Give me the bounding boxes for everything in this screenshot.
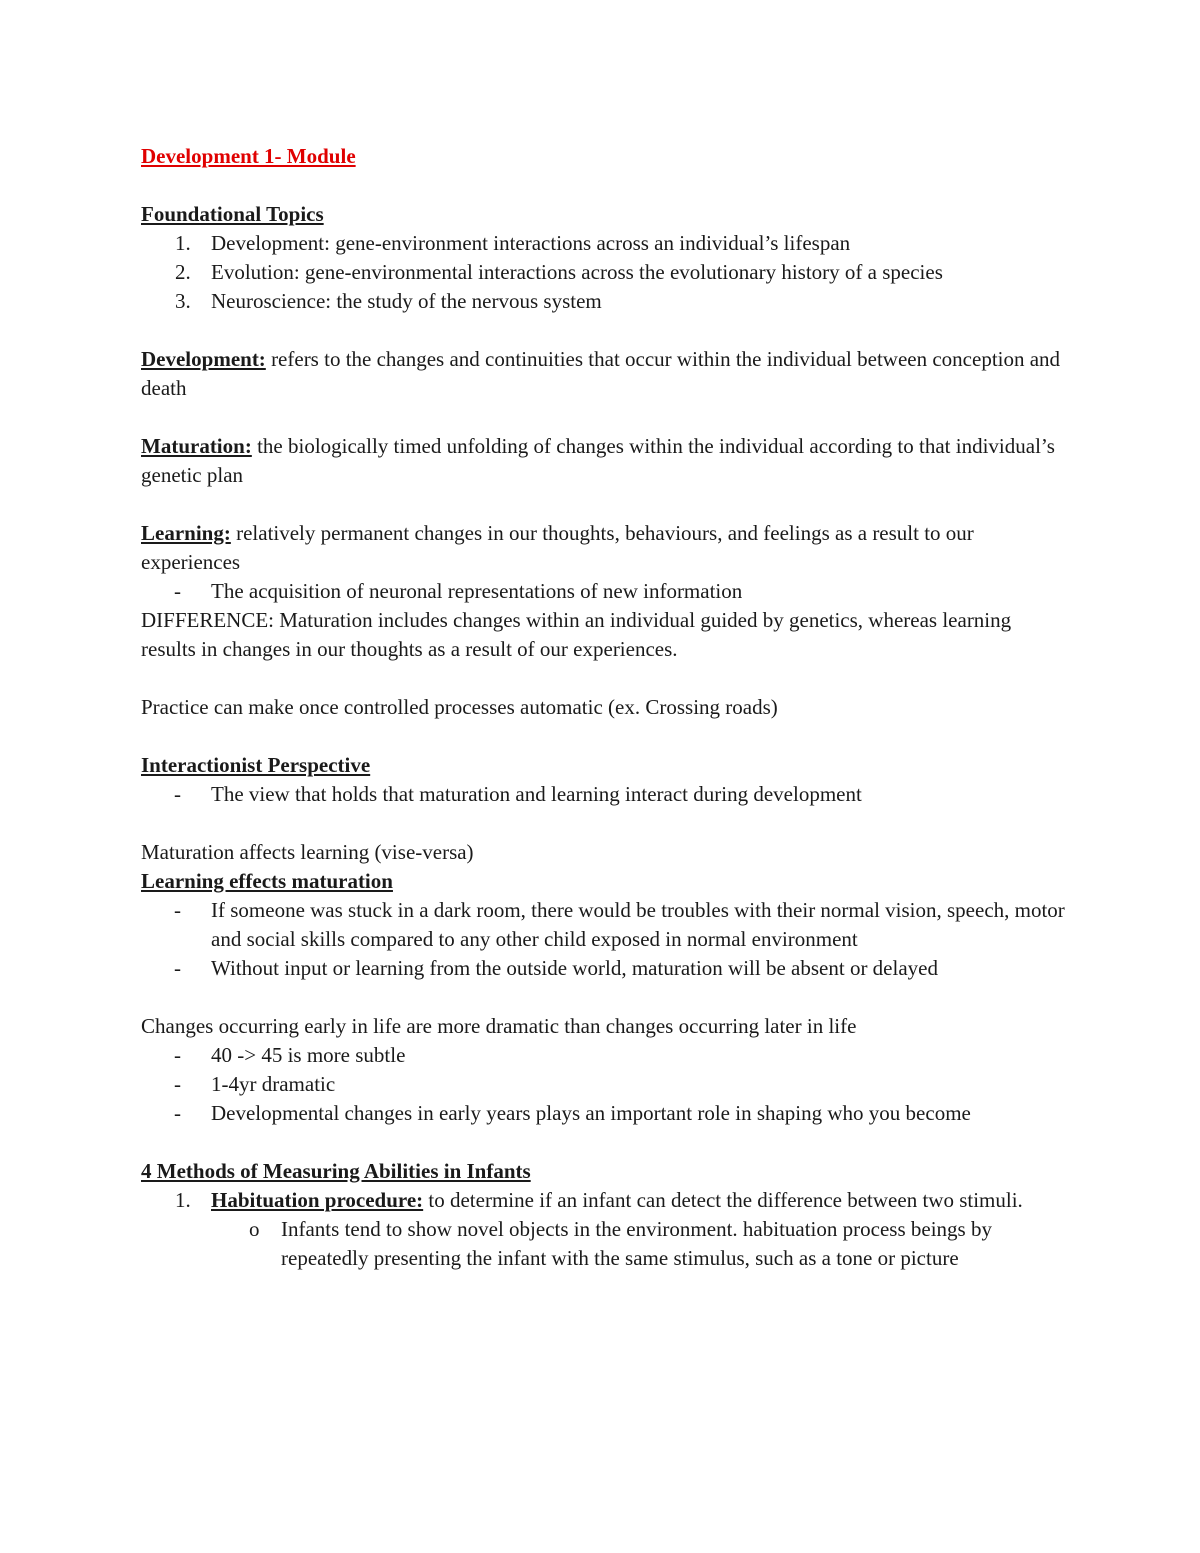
term-habituation: Habituation procedure: xyxy=(211,1188,424,1212)
interactionist-heading: Interactionist Perspective xyxy=(141,753,371,777)
dash-marker: - xyxy=(174,579,181,603)
circle-marker: o xyxy=(249,1217,260,1241)
list-item-text: Evolution: gene-environmental interactions across the evolutionary history of a species xyxy=(211,260,943,284)
dash-marker: - xyxy=(174,1043,181,1067)
definition-text: the biologically timed unfolding of changes within the individual according to that individual’s genetic plan xyxy=(141,434,1055,487)
dash-marker: - xyxy=(174,956,181,980)
list-item-text xyxy=(211,1186,1071,1215)
foundational-heading: Foundational Topics xyxy=(141,202,324,226)
sub-list-item-text: Infants tend to show novel objects in the environment. habituation process beings by repeatedly presenting the infant with the same stimulus, such as a tone or picture xyxy=(281,1217,992,1270)
sub-list-item xyxy=(141,1215,1071,1273)
document-title: Development 1- Module xyxy=(141,144,356,168)
list-item-text: The acquisition of neuronal representations of new information xyxy=(211,579,743,603)
list-item xyxy=(141,1099,1071,1128)
list-item-text: Developmental changes in early years plays an important role in shaping who you become xyxy=(211,1101,971,1125)
list-item-text: Without input or learning from the outside world, maturation will be absent or delayed xyxy=(211,956,938,980)
methods-heading: 4 Methods of Measuring Abilities in Infants xyxy=(141,1159,531,1183)
term-maturation: Maturation: xyxy=(141,434,252,458)
list-item-text: If someone was stuck in a dark room, there would be troubles with their normal vision, speech, motor and social skills compared to any other child exposed in normal environment xyxy=(211,898,1065,951)
learning-effects-heading: Learning effects maturation xyxy=(141,869,393,893)
dash-marker: - xyxy=(174,1072,181,1096)
list-item xyxy=(141,258,1071,287)
definition-learning xyxy=(141,519,1071,577)
definition-maturation xyxy=(141,432,1071,490)
list-item-text: Neuroscience: the study of the nervous system xyxy=(211,289,602,313)
definition-development xyxy=(141,345,1071,403)
list-number: 1. xyxy=(175,231,191,255)
definition-text: to determine if an infant can detect the difference between two stimuli. xyxy=(423,1188,1023,1212)
practice-note: Practice can make once controlled processes automatic (ex. Crossing roads) xyxy=(141,695,778,719)
list-item-text: The view that holds that maturation and learning interact during development xyxy=(211,782,862,806)
list-item xyxy=(141,896,1071,954)
definition-text: refers to the changes and continuities that occur within the individual between conception and death xyxy=(141,347,1061,400)
list-item xyxy=(141,1070,1071,1099)
changes-note: Changes occurring early in life are more dramatic than changes occurring later in life xyxy=(141,1014,857,1038)
dash-marker: - xyxy=(174,898,181,922)
term-development: Development: xyxy=(141,347,266,371)
list-item-text: Development: gene-environment interactions across an individual’s lifespan xyxy=(211,231,851,255)
term-learning: Learning: xyxy=(141,521,231,545)
list-item xyxy=(141,954,1071,983)
dash-marker: - xyxy=(174,1101,181,1125)
list-item xyxy=(141,1186,1071,1215)
list-item xyxy=(141,780,1071,809)
difference-note: DIFFERENCE: Maturation includes changes within an individual guided by genetics, whereas learning results in changes in our thoughts as a result of our experiences. xyxy=(141,608,1012,661)
list-item xyxy=(141,1041,1071,1070)
list-item xyxy=(141,287,1071,316)
maturation-affects-note: Maturation affects learning (vise-versa) xyxy=(141,840,474,864)
list-item-text: 1-4yr dramatic xyxy=(211,1072,336,1096)
list-item xyxy=(141,229,1071,258)
list-item xyxy=(141,577,1071,606)
dash-marker: - xyxy=(174,782,181,806)
list-number: 1. xyxy=(175,1188,191,1212)
list-number: 2. xyxy=(175,260,191,284)
definition-text: relatively permanent changes in our thoughts, behaviours, and feelings as a result to our experiences xyxy=(141,521,974,574)
list-item-text: 40 -> 45 is more subtle xyxy=(211,1043,406,1067)
document-content xyxy=(141,142,1071,1273)
list-number: 3. xyxy=(175,289,191,313)
